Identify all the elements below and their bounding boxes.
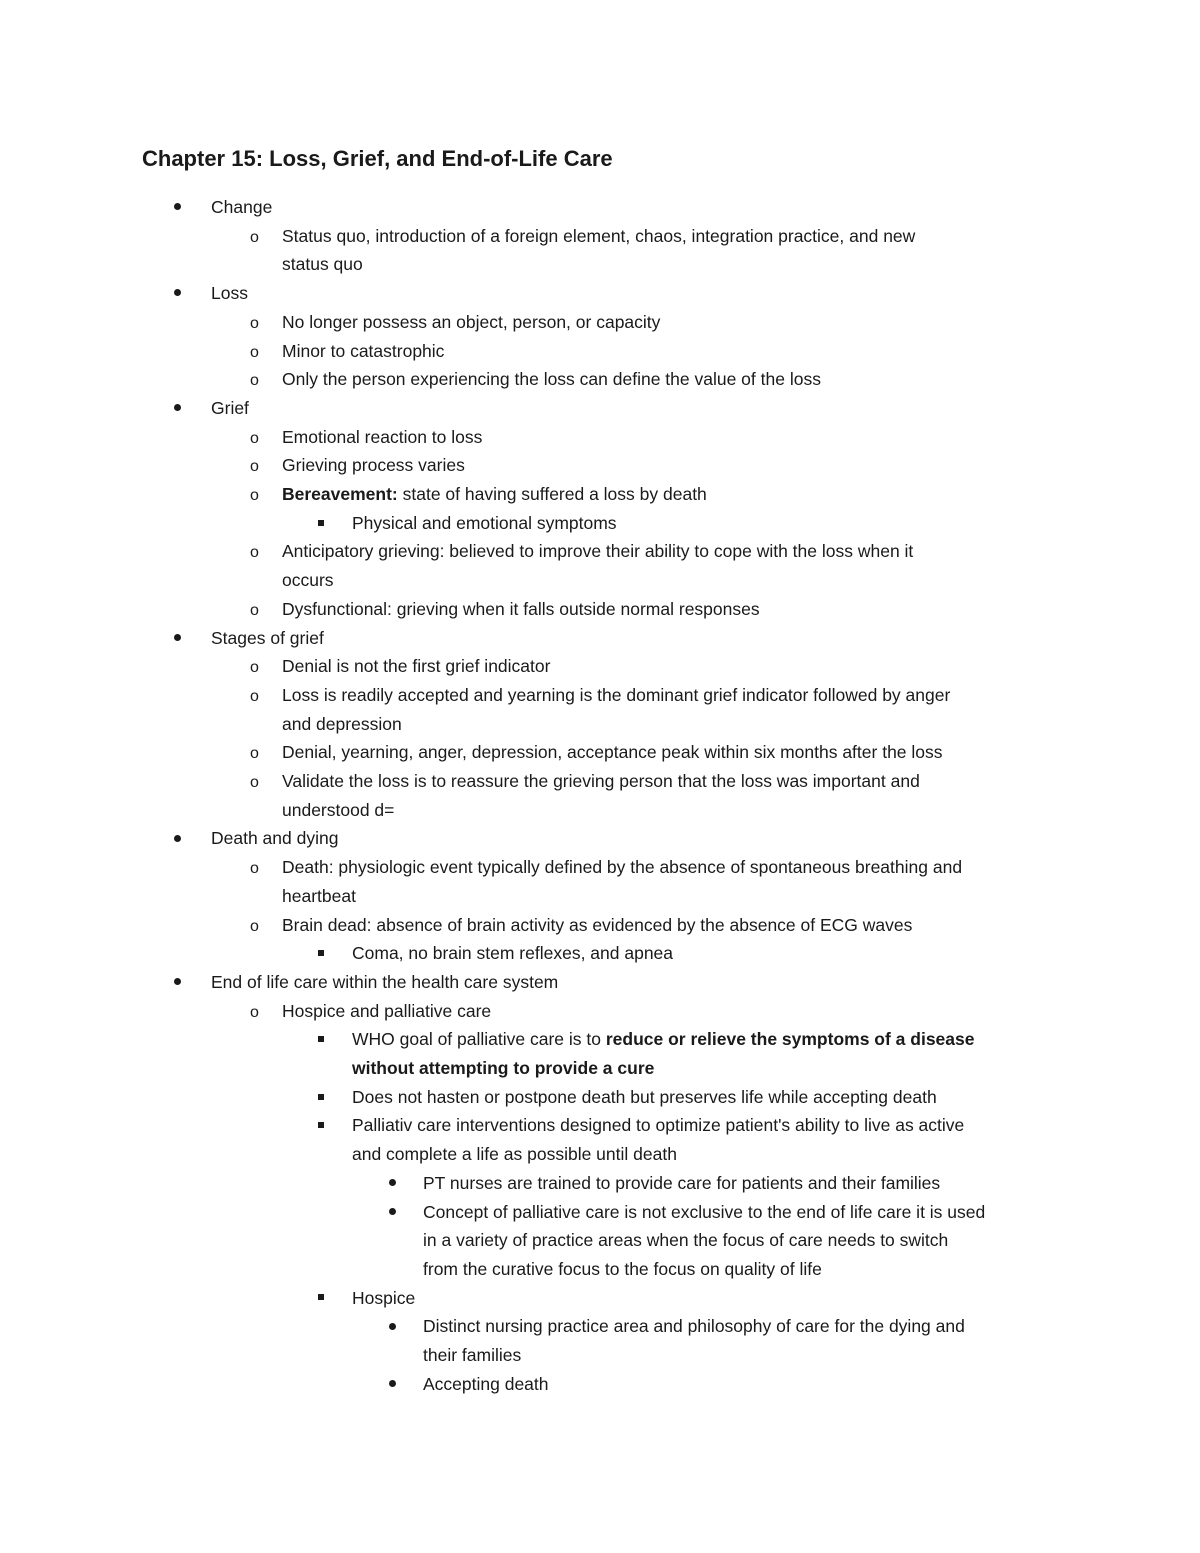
- outline-item: [282, 365, 821, 394]
- item-text: and depression: [282, 713, 402, 734]
- item-text: Distinct nursing practice area and philosophy of care for the dying and: [423, 1316, 965, 1337]
- outline-item: [282, 480, 707, 509]
- circle-bullet-icon: o: [250, 860, 259, 878]
- circle-bullet-icon: o: [250, 745, 259, 763]
- item-text: Death and dying: [211, 828, 339, 849]
- circle-bullet-icon: o: [250, 659, 259, 677]
- circle-bullet-icon: o: [250, 429, 259, 447]
- item-text: Emotional reaction to loss: [282, 426, 483, 447]
- item-text: PT nurses are trained to provide care for patients and their families: [423, 1172, 941, 1193]
- item-text: Grieving process varies: [282, 455, 465, 476]
- outline-item: [282, 308, 660, 337]
- item-text: Status quo, introduction of a foreign element, chaos, integration practice, and new: [282, 225, 916, 246]
- item-text: understood d=: [282, 799, 395, 820]
- outline-item: [423, 1341, 521, 1370]
- item-text: Death: physiologic event typically defined by the absence of spontaneous breathing and: [282, 857, 963, 878]
- circle-bullet-icon: o: [250, 917, 259, 935]
- outline-item: [352, 1054, 654, 1083]
- item-text: from the curative focus to the focus on quality of life: [423, 1258, 822, 1279]
- circle-bullet-icon: o: [250, 774, 259, 791]
- item-text: Validate the loss is to reassure the grieving person that the loss was important and: [282, 771, 920, 791]
- outline-item: [282, 222, 915, 251]
- item-text: heartbeat: [282, 885, 356, 906]
- bullet-icon: [389, 1169, 396, 1198]
- circle-bullet-icon: o: [250, 487, 259, 504]
- bullet-icon: [389, 1198, 396, 1227]
- item-text: End of life care within the health care system: [211, 971, 559, 992]
- outline-item: [282, 738, 943, 767]
- item-text: Does not hasten or postpone death but preserves life while accepting death: [352, 1086, 937, 1107]
- item-text: Hospice and palliative care: [282, 1000, 492, 1021]
- outline-item: [211, 968, 558, 997]
- outline-item: [423, 1255, 822, 1284]
- item-text: and complete a life as possible until death: [352, 1144, 677, 1165]
- bullet-icon: [174, 968, 181, 997]
- outline-item: [282, 250, 363, 279]
- outline-item: [282, 767, 920, 796]
- outline-item: [352, 939, 673, 968]
- outline-item: [282, 882, 356, 911]
- bullet-icon: [174, 824, 181, 853]
- outline-item: [352, 1140, 677, 1169]
- outline-item: [211, 824, 338, 853]
- outline-item: [282, 451, 465, 480]
- outline-item: [352, 1111, 964, 1140]
- item-text: Stages of grief: [211, 627, 324, 648]
- outline-item: [282, 710, 402, 739]
- outline-item: [282, 566, 334, 595]
- outline-item: [352, 509, 617, 538]
- item-text: Minor to catastrophic: [282, 340, 445, 361]
- item-text: Loss is readily accepted and yearning is the dominant grief indicator followed by anger: [282, 684, 951, 705]
- item-text: Concept of palliative care is not exclusive to the end of life care it is used: [423, 1201, 986, 1222]
- circle-bullet-icon: o: [250, 544, 259, 562]
- circle-bullet-icon: o: [250, 372, 259, 390]
- outline-item: [282, 337, 444, 366]
- outline-item: [211, 193, 272, 222]
- outline-item: [211, 624, 324, 653]
- bullet-icon: [174, 394, 181, 423]
- item-text: No longer possess an object, person, or capacity: [282, 311, 661, 332]
- outline-item: [423, 1198, 985, 1227]
- outline-item: [282, 681, 950, 710]
- outline-item: [423, 1312, 965, 1341]
- square-bullet-icon: [318, 509, 324, 538]
- item-text: WHO goal of palliative care is to: [352, 1029, 606, 1050]
- circle-bullet-icon: o: [250, 601, 259, 619]
- item-text: Denial, yearning, anger, depression, acceptance peak within six months after the loss: [282, 742, 943, 763]
- item-text: in a variety of practice areas when the focus of care needs to switch: [423, 1230, 949, 1251]
- page-title: Chapter 15: Loss, Grief, and End-of-Life Care: [142, 146, 613, 171]
- item-text: Brain dead: absence of brain activity as evidenced by the absence of ECG waves: [282, 914, 913, 935]
- circle-bullet-icon: o: [250, 687, 259, 705]
- circle-bullet-icon: o: [250, 458, 259, 476]
- square-bullet-icon: [318, 1083, 324, 1112]
- circle-bullet-icon: o: [250, 1003, 259, 1021]
- square-bullet-icon: [318, 1025, 324, 1054]
- outline-item: [352, 1083, 937, 1112]
- bold-term: Bereavement:: [282, 484, 398, 504]
- outline-item: [282, 595, 760, 624]
- bullet-icon: [174, 193, 181, 222]
- outline-item: [282, 423, 482, 452]
- outline-item: [211, 279, 248, 308]
- item-text: Coma, no brain stem reflexes, and apnea: [352, 943, 674, 964]
- outline-item: [282, 853, 962, 882]
- outline-item: [282, 796, 394, 825]
- outline-item: [282, 537, 913, 566]
- bullet-icon: [174, 279, 181, 308]
- square-bullet-icon: [318, 1284, 324, 1313]
- bullet-icon: [389, 1370, 396, 1399]
- outline-item: [352, 1284, 415, 1313]
- outline-item: [423, 1226, 948, 1255]
- item-text: their families: [423, 1345, 522, 1365]
- outline-item: [211, 394, 249, 423]
- bold-term: reduce or relieve the symptoms of a disease: [605, 1029, 975, 1050]
- outline-item: [282, 997, 491, 1026]
- outline-item: [282, 652, 550, 681]
- item-text: Physical and emotional symptoms: [352, 512, 617, 533]
- bullet-icon: [174, 624, 181, 653]
- item-text: Palliativ care interventions designed to optimize patient's ability to live as active: [352, 1115, 965, 1136]
- item-text: Dysfunctional: grieving when it falls outside normal responses: [282, 598, 760, 619]
- item-text: Anticipatory grieving: believed to improve their ability to cope with the loss when it: [282, 541, 914, 562]
- square-bullet-icon: [318, 939, 324, 968]
- item-text: Grief: [211, 397, 249, 418]
- item-text: Change: [211, 197, 273, 217]
- bullet-icon: [389, 1312, 396, 1341]
- square-bullet-icon: [318, 1111, 324, 1140]
- outline-item: [352, 1025, 975, 1054]
- item-text: Accepting death: [423, 1373, 549, 1394]
- item-text: occurs: [282, 570, 334, 591]
- circle-bullet-icon: o: [250, 228, 259, 246]
- circle-bullet-icon: o: [250, 314, 259, 332]
- item-text: Loss: [211, 283, 248, 304]
- item-text: Denial is not the first grief indicator: [282, 656, 551, 677]
- circle-bullet-icon: o: [250, 343, 259, 361]
- outline-item: [423, 1370, 549, 1399]
- bold-term: without attempting to provide a cure: [352, 1058, 655, 1078]
- outline-item: [423, 1169, 940, 1198]
- item-text: Hospice: [352, 1287, 416, 1308]
- item-text: status quo: [282, 254, 363, 275]
- outline-item: [282, 911, 912, 940]
- item-text: Only the person experiencing the loss can define the value of the loss: [282, 369, 821, 390]
- item-text: state of having suffered a loss by death: [397, 484, 707, 504]
